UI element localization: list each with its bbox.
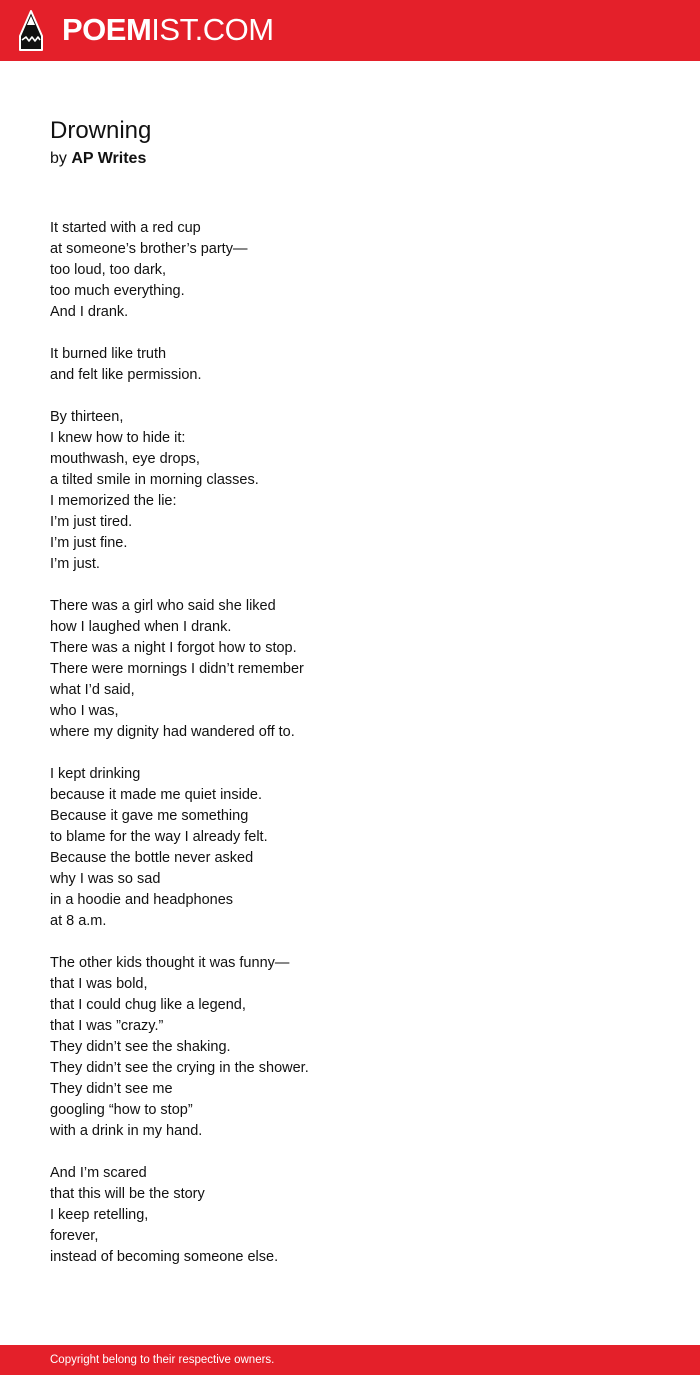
poem-line: too loud, too dark,	[50, 262, 167, 278]
poem-line: mouthwash, eye drops,	[50, 451, 200, 467]
poem-author[interactable]: AP Writes	[71, 150, 147, 167]
poem-line: And I’m scared	[50, 1165, 147, 1181]
poem-line: because it made me quiet inside.	[50, 787, 262, 803]
poem-stanza	[50, 218, 650, 323]
poem-line: I’m just tired.	[50, 514, 133, 530]
poem-stanza	[50, 407, 650, 575]
poem-line: They didn’t see the crying in the shower.	[50, 1060, 309, 1076]
poem-line: They didn’t see me	[50, 1081, 173, 1097]
poem-line: to blame for the way I already felt.	[50, 829, 268, 845]
footer-copyright: Copyright belong to their respective owners.	[50, 1354, 275, 1366]
poem-line: that this will be the story	[50, 1186, 205, 1202]
poem-line: where my dignity had wandered off to.	[50, 724, 295, 740]
poem-title: Drowning	[50, 117, 152, 144]
poem-line: It started with a red cup	[50, 220, 201, 236]
poem-line: I’m just fine.	[50, 535, 128, 551]
poem-stanza	[50, 764, 650, 932]
poem-line: Because the bottle never asked	[50, 850, 254, 866]
poem-line: how I laughed when I drank.	[50, 619, 232, 635]
poem-line: at 8 a.m.	[50, 913, 107, 929]
poem-line: I knew how to hide it:	[50, 430, 186, 446]
poem-stanza	[50, 596, 650, 743]
poem-line: There was a girl who said she liked	[50, 598, 276, 614]
poem-line: too much everything.	[50, 283, 185, 299]
poem-line: that I was bold,	[50, 976, 148, 992]
poem-stanza	[50, 1163, 650, 1268]
poem-body	[50, 218, 650, 1289]
poem-stanza	[50, 344, 650, 386]
poem-line: why I was so sad	[50, 871, 161, 887]
poem-line: and felt like permission.	[50, 367, 202, 383]
poem-line: instead of becoming someone else.	[50, 1249, 279, 1265]
poem-line: that I was ”crazy.”	[50, 1018, 164, 1034]
poem-line: in a hoodie and headphones	[50, 892, 234, 908]
poem-line: I kept drinking	[50, 766, 141, 782]
poem-line: googling “how to stop”	[50, 1102, 193, 1118]
poem-line: with a drink in my hand.	[50, 1123, 203, 1139]
poem-line: By thirteen,	[50, 409, 124, 425]
poem-line: Because it gave me something	[50, 808, 249, 824]
poem-line: who I was,	[50, 703, 119, 719]
poem-line: forever,	[50, 1228, 99, 1244]
poem-line: I’m just.	[50, 556, 100, 572]
poem-line: It burned like truth	[50, 346, 167, 362]
poem-line: I memorized the lie:	[50, 493, 177, 509]
poem-line: I keep retelling,	[50, 1207, 149, 1223]
poem-line: that I could chug like a legend,	[50, 997, 246, 1013]
byline-prefix: by	[50, 150, 67, 167]
header-bar	[0, 0, 700, 61]
footer-bar	[0, 1345, 700, 1375]
poem-line: at someone’s brother’s party—	[50, 241, 248, 257]
poem-stanza	[50, 953, 650, 1142]
site-logo[interactable]	[62, 12, 274, 48]
poem-line: They didn’t see the shaking.	[50, 1039, 231, 1055]
poem-byline	[50, 148, 146, 170]
poem-line: And I drank.	[50, 304, 129, 320]
poem-line: The other kids thought it was funny—	[50, 955, 290, 971]
poem-line: There were mornings I didn’t remember	[50, 661, 304, 677]
poem-line: what I’d said,	[50, 682, 135, 698]
pencil-tip-icon	[18, 10, 44, 52]
poem-line: There was a night I forgot how to stop.	[50, 640, 297, 656]
logo-text-bold: POEM	[62, 12, 152, 47]
logo-text-light: IST.COM	[151, 12, 274, 47]
poem-line: a tilted smile in morning classes.	[50, 472, 259, 488]
